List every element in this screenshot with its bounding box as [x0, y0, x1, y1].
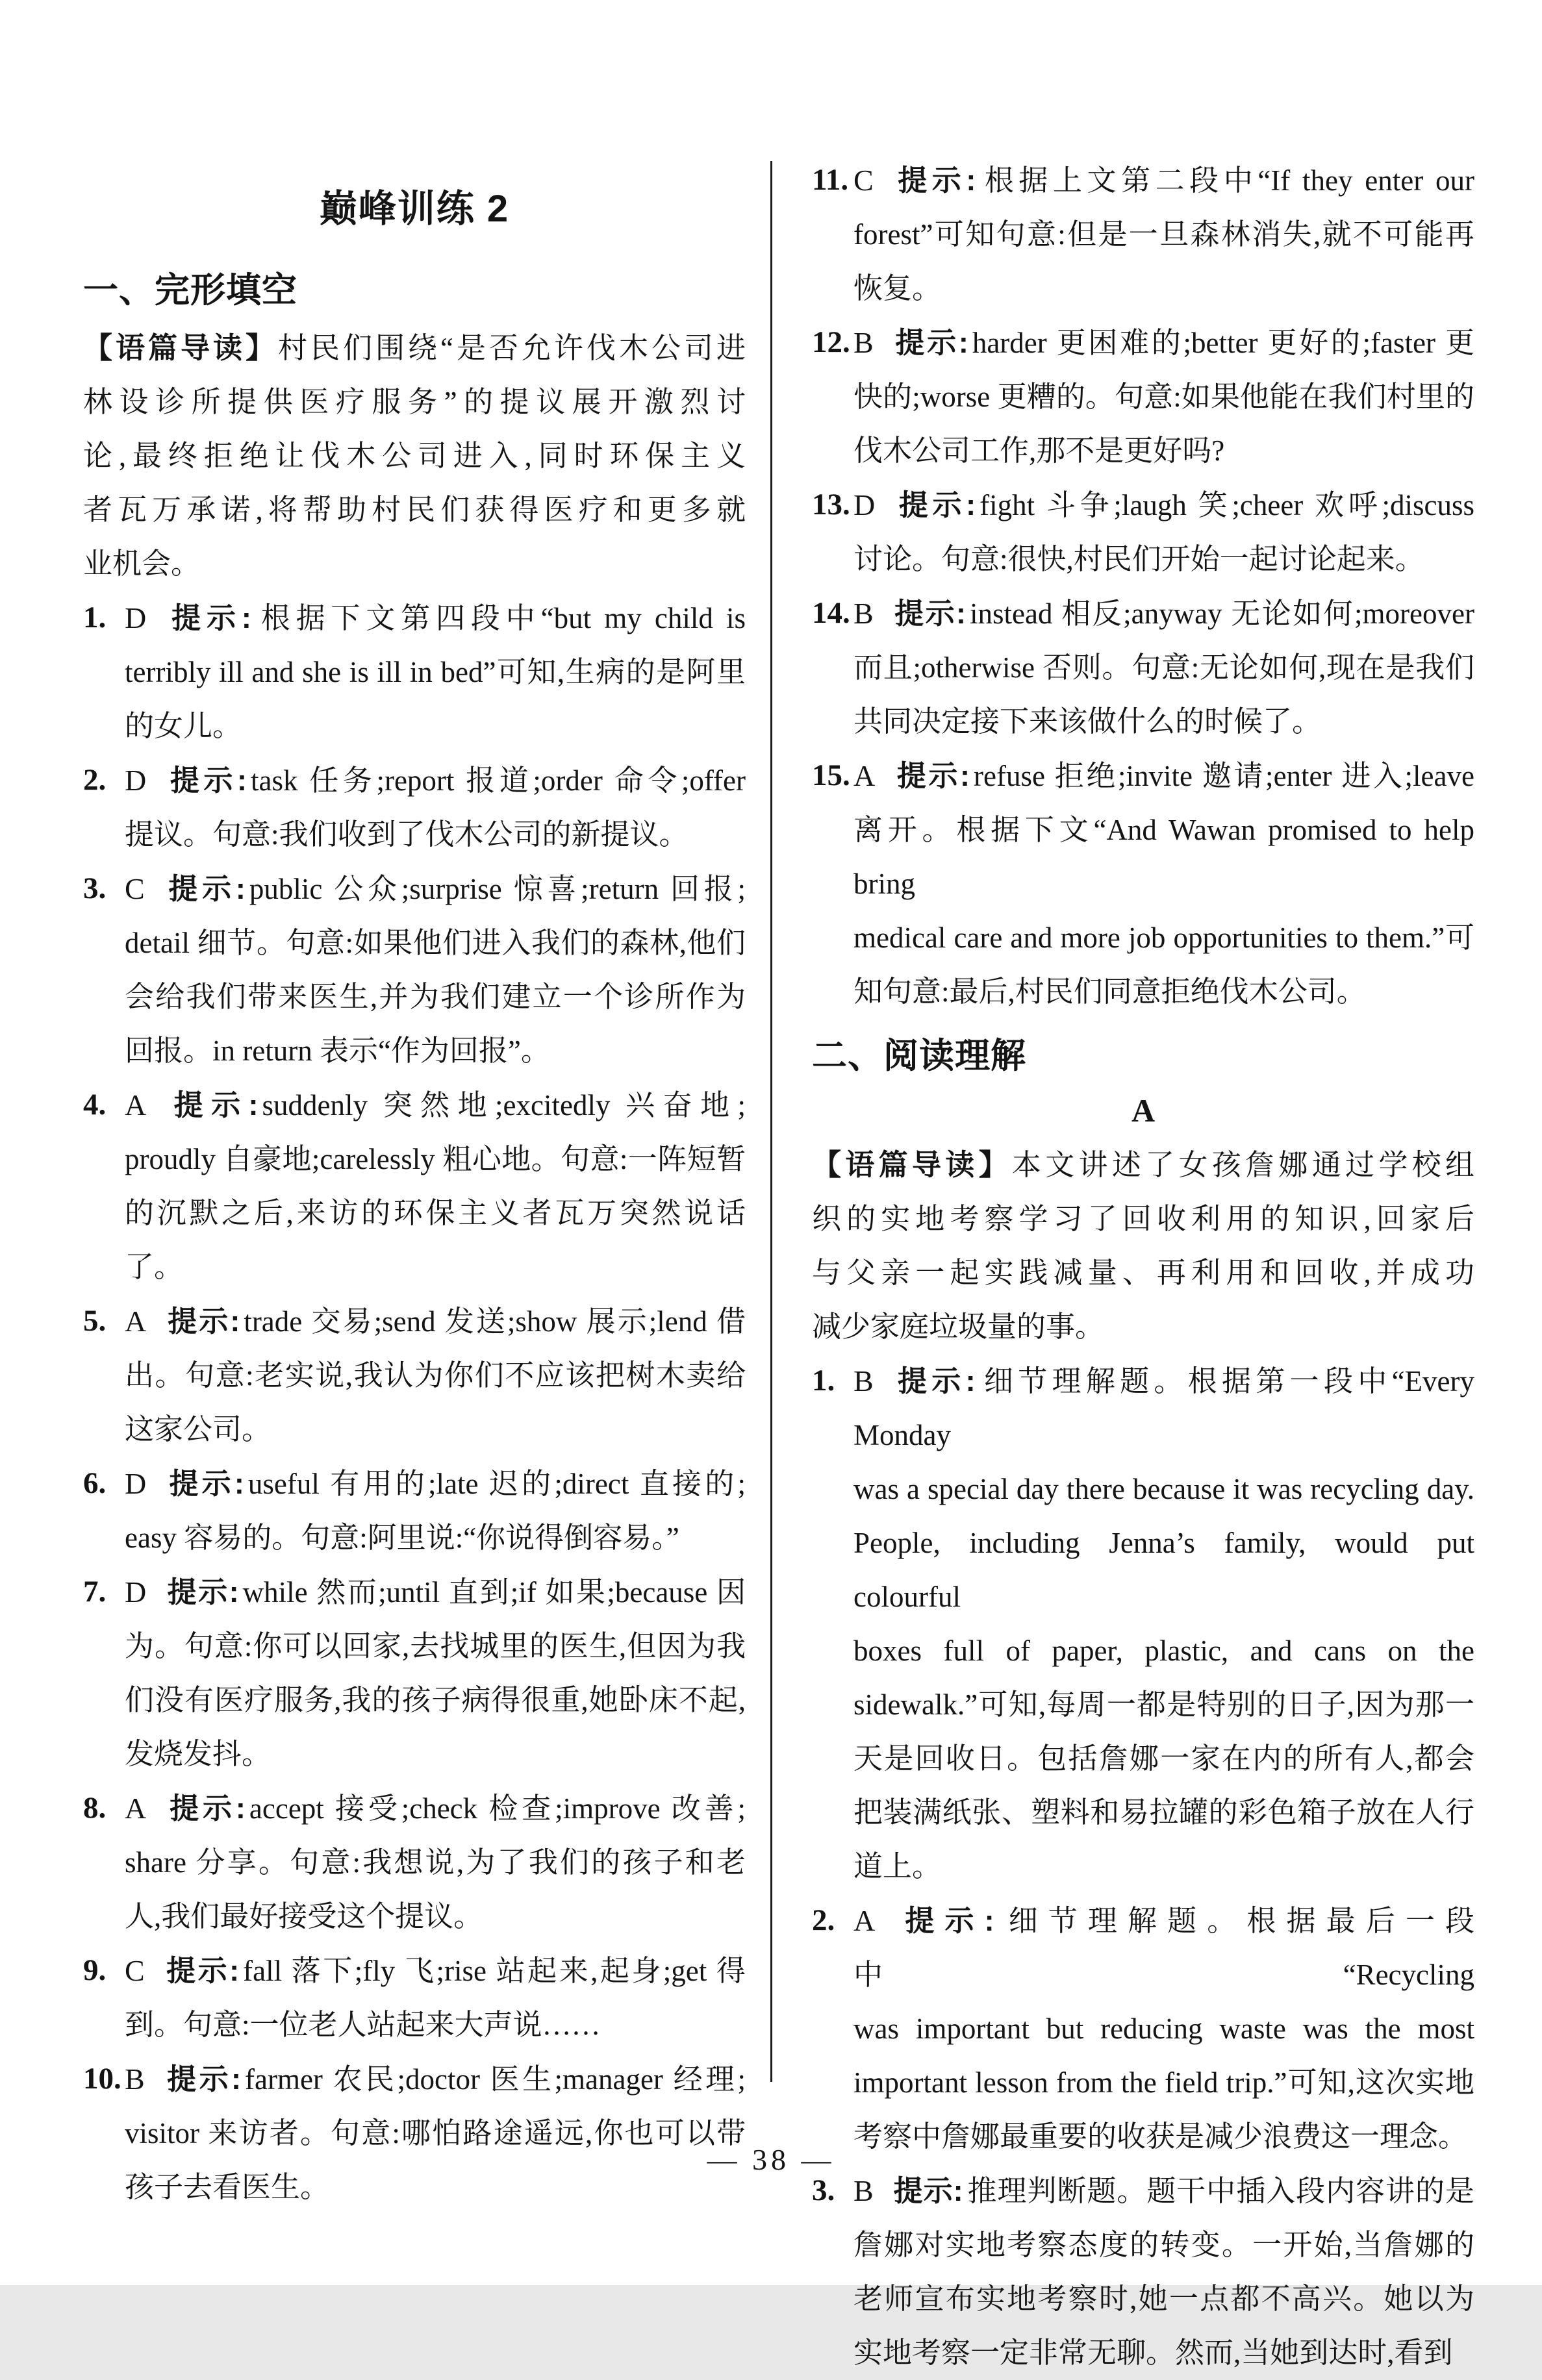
item-body	[125, 1078, 746, 1294]
text-line: 论,最终拒绝让伐木公司进入,同时环保主义	[83, 440, 746, 472]
answer-letter: A	[853, 1904, 876, 1937]
text-line: 快的;worse 更糟的。句意:如果他能在我们村里的	[853, 381, 1474, 413]
item-body	[125, 591, 746, 753]
column-divider	[770, 161, 772, 2082]
column-left	[83, 179, 746, 2214]
hint-label: 提示:	[164, 1954, 240, 1987]
hint-label: 提示:	[892, 326, 968, 359]
item-body	[125, 1781, 746, 1944]
answer-letter: D	[125, 1575, 147, 1609]
text-line: 老师宣布实地考察时,她一点都不高兴。她以为	[853, 2283, 1474, 2315]
hint-label: 提示:	[164, 872, 246, 905]
answer-item	[812, 153, 1474, 316]
answer-letter: C	[125, 1954, 145, 1987]
text-line: B 提示: 推理判断题。题干中插入段内容讲的是	[853, 2174, 1474, 2207]
answer-letter: B	[853, 1364, 874, 1397]
text-line: B 提示: instead 相反;anyway 无论如何;moreover	[853, 597, 1474, 630]
text-line: 把装满纸张、塑料和易拉罐的彩色箱子放在人行	[853, 1796, 1474, 1829]
answer-item	[812, 586, 1474, 749]
text-line: 离开。根据下文“And Wawan promised to help bring	[853, 814, 1474, 900]
item-number: 15.	[812, 758, 850, 792]
text-line: 回报。in return 表示“作为回报”。	[125, 1034, 550, 1067]
answer-item	[812, 749, 1474, 1019]
item-body	[853, 586, 1474, 749]
hint-label: 提示:	[166, 1467, 244, 1500]
text-line: forest”可知句意:但是一旦森林消失,就不可能再	[853, 218, 1474, 251]
text-line: 提议。句意:我们收到了伐木公司的新提议。	[125, 818, 689, 851]
item-body	[125, 1294, 746, 1457]
text-line: 天是回收日。包括詹娜一家在内的所有人,都会	[853, 1742, 1474, 1775]
item-body	[853, 1354, 1474, 1894]
text-line: 发烧发抖。	[125, 1738, 272, 1770]
lead-label: 【语篇导读】	[83, 331, 279, 364]
answer-letter: A	[853, 759, 876, 792]
text-line: B 提示: harder 更困难的;better 更好的;faster 更	[853, 326, 1474, 359]
reading-items	[812, 1354, 1474, 2380]
text-line: terribly ill and she is ill in bed”可知,生病的是阿里	[125, 656, 746, 688]
column-right	[812, 153, 1474, 2380]
hint-label: 提示:	[164, 2062, 241, 2096]
text-line: 道上。	[853, 1850, 942, 1883]
answer-item	[812, 2164, 1474, 2380]
item-number: 13.	[812, 488, 850, 521]
hint-label: 提示:	[892, 164, 976, 197]
item-number: 4.	[83, 1088, 107, 1121]
text-line: A 提示: accept 接受;check 检查;improve 改善;	[125, 1792, 746, 1825]
answer-letter: B	[853, 326, 874, 359]
text-line: 为。句意:你可以回家,去找城里的医生,但因为我	[125, 1630, 746, 1662]
page-number: — 38 —	[707, 2143, 835, 2176]
text-line: D 提示: fight 斗争;laugh 笑;cheer 欢呼;discuss	[853, 488, 1474, 521]
text-line: share 分享。句意:我想说,为了我们的孩子和老	[125, 1846, 746, 1879]
item-number: 7.	[83, 1575, 107, 1609]
text-line: 而且;otherwise 否则。句意:无论如何,现在是我们	[853, 651, 1474, 684]
text-line: easy 容易的。句意:阿里说:“你说得倒容易。”	[125, 1522, 679, 1554]
item-number: 2.	[812, 1903, 835, 1937]
text-line: 讨论。句意:很快,村民们开始一起讨论起来。	[853, 543, 1424, 575]
text-line: 这家公司。	[125, 1413, 272, 1446]
text-line: 考察中詹娜最重要的收获是减少浪费这一理念。	[853, 2120, 1468, 2153]
text-line: 减少家庭垃圾量的事。	[812, 1310, 1105, 1343]
answer-letter: C	[853, 164, 874, 197]
item-number: 10.	[83, 2062, 121, 2096]
answer-letter: D	[125, 1467, 147, 1500]
answer-letter: C	[125, 872, 145, 905]
item-number: 12.	[812, 325, 850, 359]
hint-label: 提示:	[892, 597, 967, 630]
text-line: medical care and more job opportunities to them.”可	[853, 921, 1474, 954]
item-number: 14.	[812, 596, 850, 630]
hint-label: 提示:	[892, 2174, 963, 2207]
cloze-intro	[83, 321, 746, 591]
text-line: 实地考察一定非常无聊。然而,当她到达时,看到	[853, 2336, 1453, 2369]
answer-item	[83, 1565, 746, 1781]
item-body	[125, 753, 746, 862]
hint-label: 提示:	[166, 1088, 259, 1121]
text-line: 的沉默之后,来访的环保主义者瓦万突然说话了。	[125, 1197, 746, 1283]
item-body	[853, 153, 1474, 316]
cloze-items-left	[83, 591, 746, 2214]
item-body	[125, 1565, 746, 1781]
text-line: 【语篇导读】村民们围绕“是否允许伐木公司进	[83, 331, 746, 364]
text-line: 知句意:最后,村民们同意拒绝伐木公司。	[853, 975, 1366, 1008]
hint-label: 提示:	[166, 1575, 239, 1609]
hint-label: 提示:	[894, 759, 970, 792]
item-number: 11.	[812, 163, 849, 197]
item-number: 6.	[83, 1466, 107, 1500]
item-body	[125, 2052, 746, 2214]
item-body	[125, 1944, 746, 2052]
item-number: 8.	[83, 1791, 107, 1825]
item-number: 9.	[83, 1953, 107, 1987]
text-line: boxes full of paper, plastic, and cans on the	[853, 1635, 1474, 1667]
hint-label: 提示:	[166, 764, 247, 797]
text-line: 者瓦万承诺,将帮助村民们获得医疗和更多就	[83, 494, 746, 526]
text-line: 织的实地考察学习了回收利用的知识,回家后	[812, 1203, 1474, 1235]
answer-item	[83, 1944, 746, 2052]
hint-label: 提示:	[166, 1305, 240, 1338]
lead-label: 【语篇导读】	[812, 1148, 1012, 1181]
passage-label: A	[1131, 1092, 1156, 1129]
text-line: D 提示: while 然而;until 直到;if 如果;because 因	[125, 1575, 746, 1609]
text-line: 会给我们带来医生,并为我们建立一个诊所作为	[125, 981, 746, 1013]
answer-letter: D	[853, 488, 876, 521]
text-line: D 提示: task 任务;report 报道;order 命令;offer	[125, 764, 746, 797]
item-body	[853, 1894, 1474, 2164]
text-line: sidewalk.”可知,每周一都是特别的日子,因为那一	[853, 1688, 1474, 1721]
text-line: important lesson from the field trip.”可知,这次实地	[853, 2066, 1474, 2099]
text-line: B 提示: farmer 农民;doctor 医生;manager 经理;	[125, 2062, 746, 2096]
item-body	[853, 2164, 1474, 2380]
text-line: 与父亲一起实践减量、再利用和回收,并成功	[812, 1257, 1474, 1289]
answer-item	[83, 2052, 746, 2214]
text-line: 詹娜对实地考察态度的转变。一开始,当詹娜的	[853, 2229, 1474, 2261]
text-line: 伐木公司工作,那不是更好吗?	[853, 434, 1225, 467]
item-number: 3.	[83, 871, 107, 905]
answer-item	[83, 1294, 746, 1457]
item-number: 2.	[83, 763, 107, 797]
answer-letter: A	[125, 1792, 147, 1825]
text-line: 共同决定接下来该做什么的时候了。	[853, 705, 1322, 738]
text-line: 们没有医疗服务,我的孩子病得很重,她卧床不起,	[125, 1684, 746, 1716]
answer-item	[812, 316, 1474, 478]
page-title: 巅峰训练 2	[319, 188, 510, 230]
text-line: 业机会。	[83, 547, 201, 580]
text-line: A 提示: trade 交易;send 发送;show 展示;lend 借	[125, 1305, 746, 1338]
text-line: 【语篇导读】本文讲述了女孩詹娜通过学校组	[812, 1148, 1474, 1181]
answer-letter: B	[853, 597, 874, 630]
answer-item	[812, 1354, 1474, 1894]
section-heading-cloze: 一、完形填空	[83, 271, 297, 310]
text-line: C 提示: public 公众;surprise 惊喜;return 回报;	[125, 872, 746, 905]
cloze-items-right	[812, 153, 1474, 1019]
text-line: D 提示: 根据下文第四段中“but my child is	[125, 601, 746, 634]
text-line: 出。句意:老实说,我认为你们不应该把树木卖给	[125, 1359, 746, 1392]
text-line: C 提示: fall 落下;fly 飞;rise 站起来,起身;get 得	[125, 1954, 746, 1987]
answer-letter: B	[853, 2174, 874, 2207]
hint-label: 提示:	[166, 601, 251, 634]
text-line: 人,我们最好接受这个提议。	[125, 1900, 483, 1933]
answer-letter: A	[125, 1088, 147, 1121]
answer-letter: D	[125, 764, 147, 797]
answer-item	[83, 1781, 746, 1944]
answer-item	[83, 1078, 746, 1294]
item-number: 1.	[83, 601, 107, 634]
answer-item	[83, 862, 746, 1078]
text-line: was important but reducing waste was the most	[853, 2012, 1474, 2045]
text-line: 林设诊所提供医疗服务”的提议展开激烈讨	[83, 386, 746, 418]
answer-letter: B	[125, 2062, 145, 2096]
text-line: proudly 自豪地;carelessly 粗心地。句意:一阵短暂	[125, 1143, 746, 1175]
answer-item	[83, 753, 746, 862]
text-line: A 提示: refuse 拒绝;invite 邀请;enter 进入;leave	[853, 759, 1474, 792]
text-line: C 提示: 根据上文第二段中“If they enter our	[853, 164, 1474, 197]
text-line: 恢复。	[853, 272, 942, 305]
text-line: 孩子去看医生。	[125, 2171, 330, 2203]
hint-label: 提示:	[894, 1904, 994, 1937]
item-number: 3.	[812, 2173, 835, 2207]
answer-item	[83, 591, 746, 753]
answer-item	[83, 1457, 746, 1565]
hint-label: 提示:	[892, 1364, 976, 1397]
hint-label: 提示:	[166, 1792, 246, 1825]
text-line: B 提示: 细节理解题。根据第一段中“Every Monday	[853, 1364, 1474, 1451]
item-body	[853, 478, 1474, 586]
answer-item	[812, 478, 1474, 586]
text-line: People, including Jenna’s family, would put colourful	[853, 1527, 1474, 1613]
text-line: A 提示: 细节理解题。根据最后一段中“Recycling	[853, 1904, 1474, 1991]
reading-intro	[812, 1138, 1474, 1354]
item-number: 1.	[812, 1364, 835, 1397]
item-body	[853, 749, 1474, 1019]
item-body	[125, 862, 746, 1078]
text-line: A 提示: suddenly 突然地;excitedly 兴奋地;	[125, 1088, 746, 1121]
hint-label: 提示:	[894, 488, 976, 521]
answer-item	[812, 1894, 1474, 2164]
item-body	[125, 1457, 746, 1565]
item-body	[853, 316, 1474, 478]
answer-letter: D	[125, 601, 147, 634]
text-line: was a special day there because it was recycling day.	[853, 1473, 1474, 1505]
text-line: 的女儿。	[125, 710, 242, 742]
text-line: detail 细节。句意:如果他们进入我们的森林,他们	[125, 927, 746, 959]
item-number: 5.	[83, 1304, 107, 1338]
answer-letter: A	[125, 1305, 147, 1338]
text-line: D 提示: useful 有用的;late 迟的;direct 直接的;	[125, 1467, 746, 1500]
section-heading-reading: 二、阅读理解	[812, 1036, 1026, 1075]
text-line: visitor 来访者。句意:哪怕路途遥远,你也可以带	[125, 2117, 746, 2149]
text-line: 到。句意:一位老人站起来大声说……	[125, 2009, 601, 2041]
